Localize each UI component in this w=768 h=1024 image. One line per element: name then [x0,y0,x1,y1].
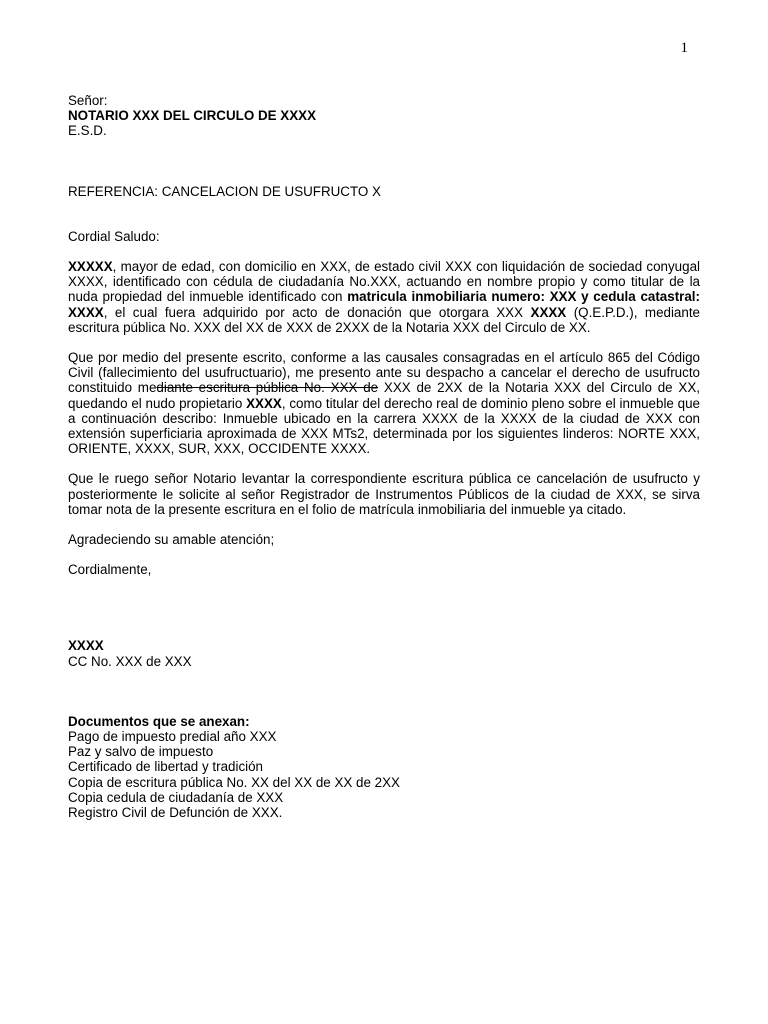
closing-line: Cordialmente, [68,562,152,578]
greeting: Cordial Saludo: [68,228,160,244]
grantor-name: XXXXX [68,259,113,275]
signature-id: CC No. XXX de XXX [68,653,192,669]
attachment-item: Pago de impuesto predial año XXX [68,729,277,745]
attachment-item: Registro Civil de Defunción de XXX. [68,805,283,821]
salutation: Señor: [68,93,108,108]
signature-name: XXXX [68,638,104,654]
paragraph1-text-1: , mayor de edad, con domicilio en XXX, de estado civil XXX con liquidación de sociedad conyugal XXXX, identificado con cédula de ciudadanía No.XXX, actuando en nombre propio y como titular de la nuda propiedad del inmueble identificado con [68,259,700,305]
paragraph-request [68,350,700,456]
struck-text: diante escritura pública No. XXX de [156,380,379,396]
attachment-item: Certificado de libertad y tradición [68,759,264,775]
reference-line: REFERENCIA: CANCELACION DE USUFRUCTO X [68,183,381,199]
esd-line: E.S.D. [68,123,107,139]
page-number: 1 [680,40,688,56]
paragraph2-text-2: XXX de 2XX de la Notaria XXX del Circulo de XX, quedando el nudo propietario [68,380,700,411]
paragraph2-text-1: Que por medio del presente escrito, conforme a las causales consagradas en el artículo 865 del Código Civil (fallecimiento del usufructuario), me presento ante su despacho a cancelar el derecho de usufructo constituido me [68,350,700,396]
paragraph1-text-2: , el cual fuera adquirido por acto de donación que otorgara XXX [103,304,531,320]
recipient: NOTARIO XXX DEL CIRCULO DE XXXX [68,108,317,124]
owner-name: XXXX [246,395,282,411]
paragraph1-text-3: (Q.E.P.D.), mediante escritura pública No. XXX del XX de XXX de 2XXX de la Notaria XXX del Circulo de XX. [68,304,700,335]
paragraph2-text-3: , como titular del derecho real de dominio pleno sobre el inmueble que a continuación describo: Inmueble ubicado en la carrera XXXX de la XXXX de la ciudad de XXX con extensión superficiaria aproximada de XXX MTs2, determinada por los siguientes linderos: NORTE XXX, ORIENTE, XXXX, SUR, XXX, OCCIDENTE XXXX. [68,395,700,457]
paragraph-petition: Que le ruego señor Notario levantar la correspondiente escritura pública ce cancelación de usufructo y posteriormente le solicite al señor Registrador de Instrumentos Públicos de la ciudad de XXX, se sirva tomar nota de la presente escritura en el folio de matrícula inmobiliaria del inmueble ya citado. [68,471,700,517]
attachments-title: Documentos que se anexan: [68,713,250,729]
donor-name: XXXX [530,304,567,320]
thanks-line: Agradeciendo su amable atención; [68,532,275,548]
attachment-item: Paz y salvo de impuesto [68,744,214,760]
property-registration: matricula inmobiliaria numero: XXX y cedula catastral: XXXX [68,289,700,320]
attachment-item: Copia de escritura pública No. XX del XX de XX de 2XX [68,774,400,790]
letter-body [68,93,700,820]
paragraph-identification [68,259,700,335]
attachment-item: Copia cedula de ciudadanía de XXX [68,789,284,805]
